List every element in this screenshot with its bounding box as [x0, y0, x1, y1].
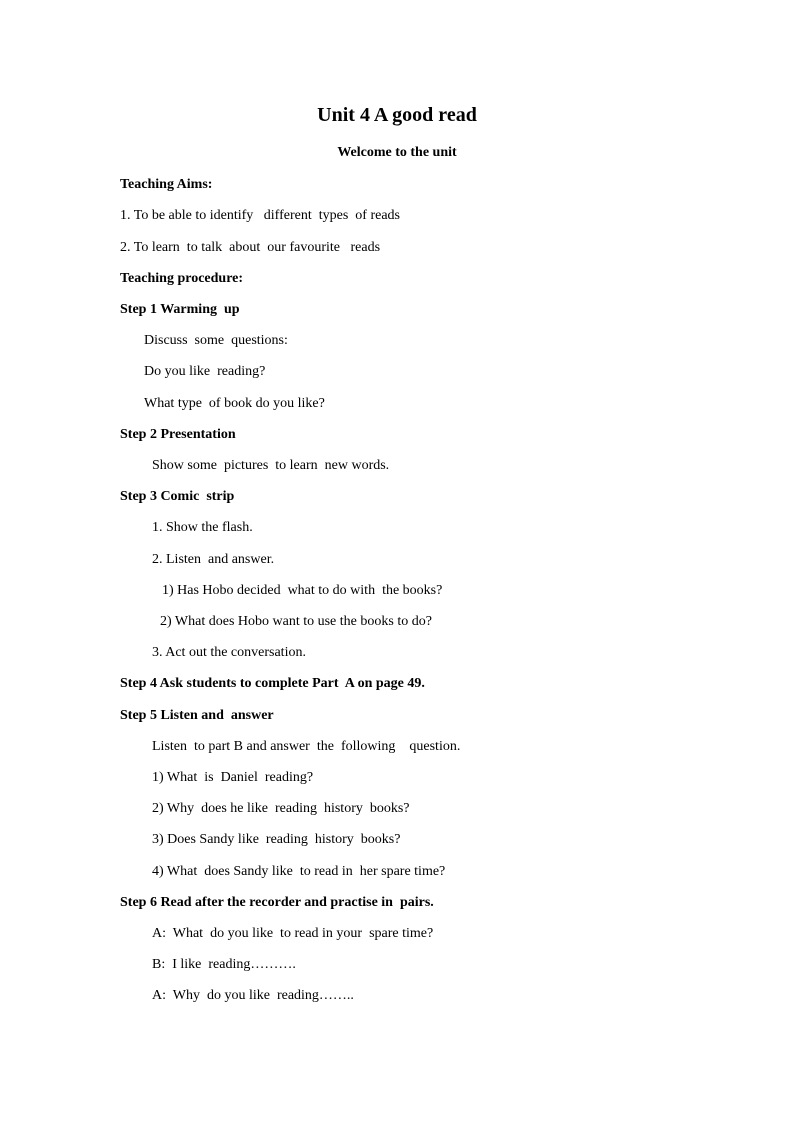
- step-3-line-2: 2. Listen and answer.: [152, 552, 275, 567]
- step-5-line-2: 1) What is Daniel reading?: [152, 770, 314, 785]
- step-3-line-3: 1) Has Hobo decided what to do with the books?: [162, 583, 443, 598]
- aim-line-1: 1. To be able to identify different types of reads: [120, 208, 400, 223]
- step-3-line-5: 3. Act out the conversation.: [152, 645, 306, 660]
- step-3-heading: Step 3 Comic strip: [120, 489, 235, 504]
- step-6-line-3: A: Why do you like reading……..: [152, 988, 354, 1003]
- teaching-aims-heading: Teaching Aims:: [120, 177, 213, 192]
- step-5-line-3: 2) Why does he like reading history books?: [152, 801, 410, 816]
- step-2-line-1: Show some pictures to learn new words.: [152, 458, 390, 473]
- step-1-line-2: Do you like reading?: [144, 364, 266, 379]
- step-6-heading: Step 6 Read after the recorder and practise in pairs.: [120, 895, 434, 910]
- document-subtitle: Welcome to the unit: [337, 145, 457, 160]
- aim-line-2: 2. To learn to talk about our favourite reads: [120, 240, 381, 255]
- step-1-line-3: What type of book do you like?: [144, 396, 325, 411]
- step-5-line-5: 4) What does Sandy like to read in her spare time?: [152, 864, 446, 879]
- document-title: Unit 4 A good read: [317, 104, 477, 126]
- step-3-line-4: 2) What does Hobo want to use the books to do?: [160, 614, 432, 629]
- step-5-heading: Step 5 Listen and answer: [120, 708, 274, 723]
- step-1-heading: Step 1 Warming up: [120, 302, 240, 317]
- step-5-line-1: Listen to part B and answer the following question.: [152, 739, 461, 754]
- step-3-line-1: 1. Show the flash.: [152, 520, 253, 535]
- teaching-procedure-heading: Teaching procedure:: [120, 271, 244, 286]
- step-6-line-1: A: What do you like to read in your spare time?: [152, 926, 434, 941]
- step-6-line-2: B: I like reading……….: [152, 957, 296, 972]
- step-1-line-1: Discuss some questions:: [144, 333, 288, 348]
- step-2-heading: Step 2 Presentation: [120, 427, 236, 442]
- step-5-line-4: 3) Does Sandy like reading history books?: [152, 832, 401, 847]
- step-4-heading: Step 4 Ask students to complete Part A on page 49.: [120, 676, 425, 691]
